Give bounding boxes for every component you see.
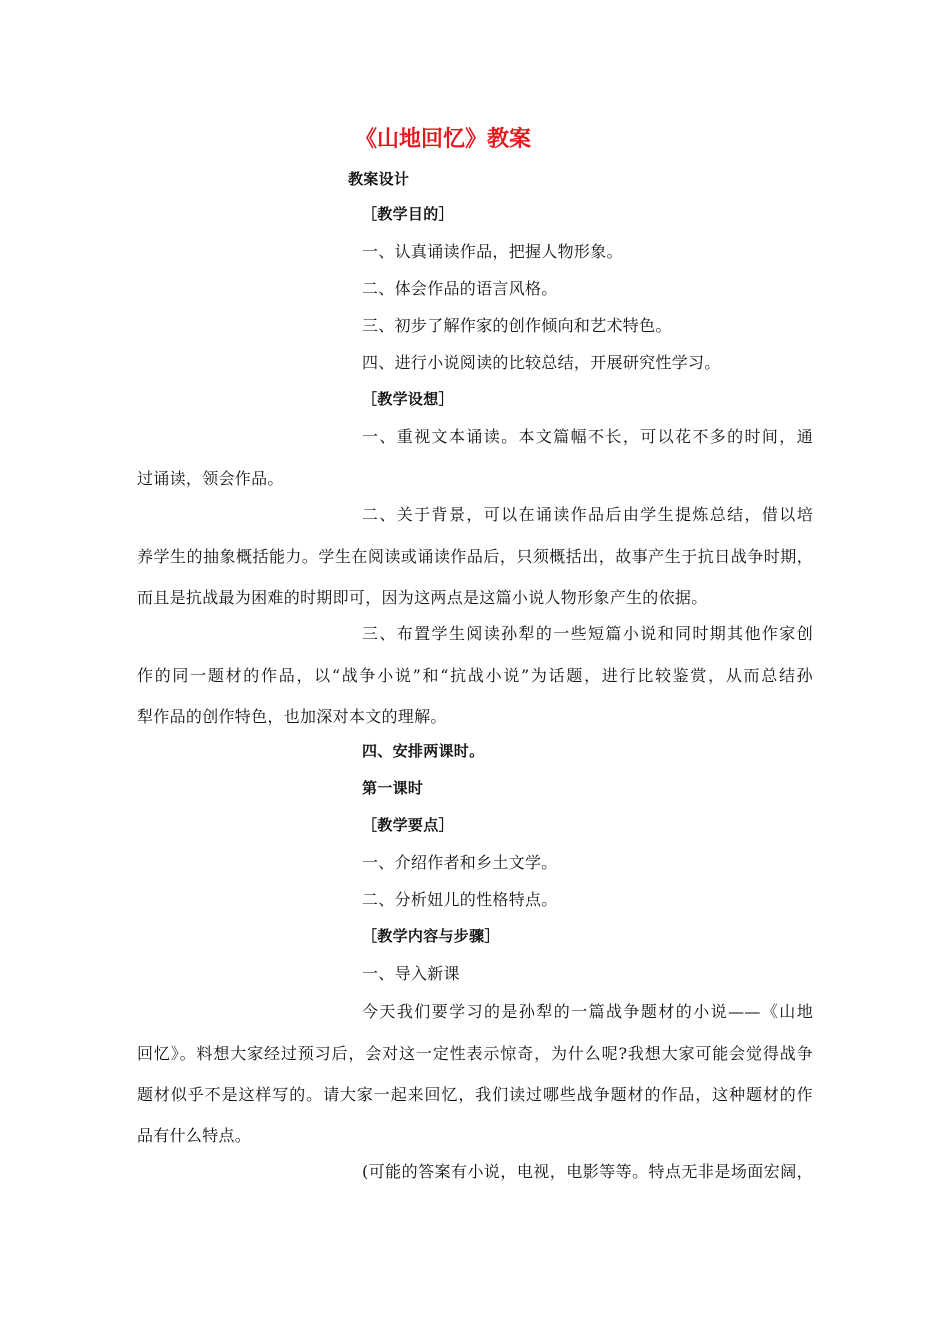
paragraph-line: 犁作品的创作特色，也加深对本文的理解。: [137, 707, 447, 726]
paragraph-line: 二、关于背景，可以在诵读作品后由学生提炼总结，借以培: [362, 505, 813, 524]
section-heading-ideas: ［教学设想］: [362, 390, 454, 408]
paragraph-line: 而且是抗战最为困难的时期即可，因为这两点是这篇小说人物形象产生的依据。: [137, 588, 708, 607]
section-heading-steps: ［教学内容与步骤］: [362, 927, 500, 945]
step-heading: 一、导入新课: [362, 964, 460, 983]
goal-item: 二、体会作品的语言风格。: [362, 279, 558, 298]
paragraph-line: 养学生的抽象概括能力。学生在阅读或诵读作品后，只须概括出，故事产生于抗日战争时期，: [137, 547, 813, 566]
paragraph-line: 今天我们要学习的是孙犁的一篇战争题材的小说——《山地: [362, 1002, 813, 1021]
ideas-item-4: 四、安排两课时。: [362, 742, 485, 760]
paragraph-line: 题材似乎不是这样写的。请大家一起来回忆，我们读过哪些战争题材的作品，这种题材的作: [137, 1085, 813, 1104]
page-title: 《山地回忆》教案: [355, 127, 532, 152]
lesson-heading: 第一课时: [362, 779, 424, 797]
paragraph-line: 作的同一题材的作品，以“战争小说”和“抗战小说”为话题，进行比较鉴赏，从而总结孙: [137, 666, 813, 685]
paragraph-line: 回忆》。料想大家经过预习后，会对这一定性表示惊奇，为什么呢?我想大家可能会觉得战争: [137, 1044, 813, 1063]
goal-item: 一、认真诵读作品，把握人物形象。: [362, 242, 623, 261]
goal-item: 四、进行小说阅读的比较总结，开展研究性学习。: [362, 353, 721, 372]
point-item: 二、分析妞儿的性格特点。: [362, 890, 558, 909]
section-heading-points: ［教学要点］: [362, 816, 454, 834]
doc-subtitle: 教案设计: [348, 170, 410, 188]
goal-item: 三、初步了解作家的创作倾向和艺术特色。: [362, 316, 672, 335]
section-heading-goals: ［教学目的］: [362, 205, 454, 223]
paragraph-line: (可能的答案有小说，电视，电影等等。特点无非是场面宏阔，: [362, 1162, 813, 1181]
paragraph-line: 三、布置学生阅读孙犁的一些短篇小说和同时期其他作家创: [362, 624, 813, 643]
paragraph-line: 过诵读，领会作品。: [137, 469, 284, 488]
point-item: 一、介绍作者和乡土文学。: [362, 853, 558, 872]
paragraph-line: 品有什么特点。: [137, 1126, 252, 1145]
paragraph-line: 一、重视文本诵读。本文篇幅不长，可以花不多的时间，通: [362, 427, 813, 446]
